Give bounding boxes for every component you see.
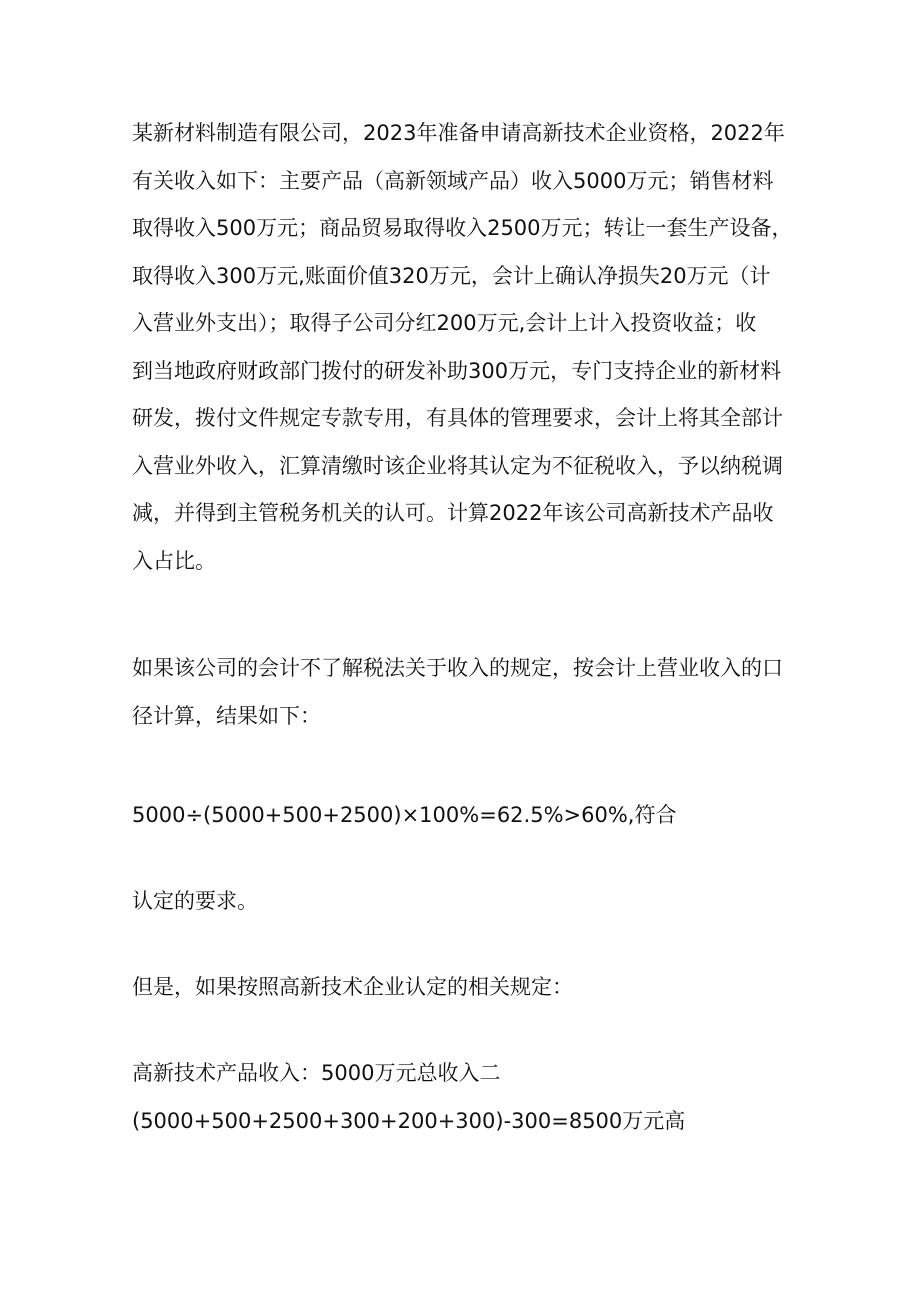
text-line: 如果该公司的会计不了解税法关于收入的规定，按会计上营业收入的口 xyxy=(132,656,783,680)
text-line: 认定的要求。 xyxy=(132,889,258,913)
paragraph-however xyxy=(132,964,792,1012)
text-line: 减，并得到主管税务机关的认可。计算2022年该公司高新技术产品收 xyxy=(132,501,774,525)
text-line: 入营业外收入，汇算清缴时该企业将其认定为不征税收入，予以纳税调 xyxy=(132,453,783,478)
formula-line: (5000+500+2500+300+200+300)-300=8500万元高 xyxy=(132,1108,686,1133)
text-line: 取得收入500万元；商品贸易取得收入2500万元；转让一套生产设备， xyxy=(132,216,793,240)
text-line: 高新技术产品收入：5000万元总收入二 xyxy=(132,1061,501,1085)
paragraph-accounting-calculation-intro xyxy=(132,645,792,740)
text-line: 有关收入如下：主要产品（高新领域产品）收入5000万元；销售材料 xyxy=(132,168,774,193)
text-line: 某新材料制造有限公司，2023年准备申请高新技术企业资格，2022年 xyxy=(132,121,785,145)
text-line: 径计算，结果如下： xyxy=(132,703,321,728)
paragraph-conclusion xyxy=(132,878,792,926)
text-line: 入占比。 xyxy=(132,548,216,573)
text-line: 入营业外支出）；取得子公司分红200万元,会计上计入投资收益；收 xyxy=(132,311,757,335)
paragraph-formula xyxy=(132,792,792,840)
text-line: 到当地政府财政部门拨付的研发补助300万元，专门支持企业的新材料 xyxy=(132,358,782,383)
text-line: 研发，拨付文件规定专款专用，有具体的管理要求，会计上将其全部计 xyxy=(132,406,783,430)
text-line: 取得收入300万元,账面价值320万元，会计上确认净损失20万元（计 xyxy=(132,263,771,288)
paragraph-hightech-calculation xyxy=(132,1050,792,1145)
paragraph-case-description xyxy=(132,110,792,585)
text-line: 但是，如果按照高新技术企业认定的相关规定： xyxy=(132,975,573,999)
formula-line: 5000÷(5000+500+2500)×100%=62.5%>60%,符合 xyxy=(132,803,677,827)
